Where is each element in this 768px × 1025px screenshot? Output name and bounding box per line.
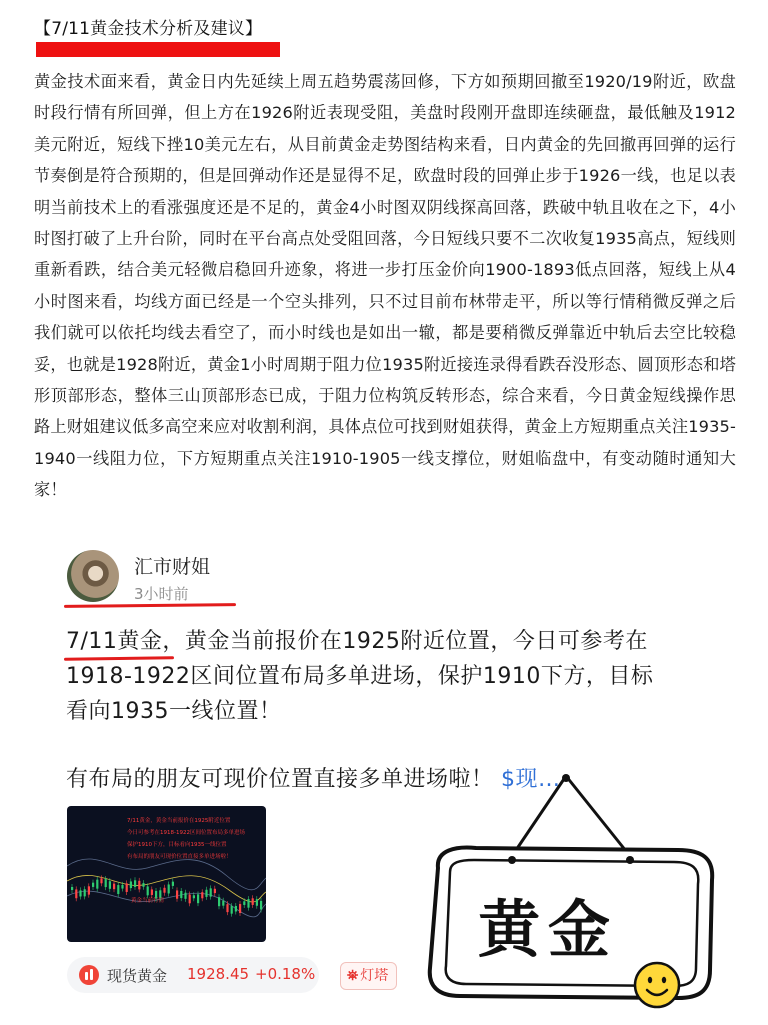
avatar[interactable] (67, 550, 119, 602)
cash-tag-link[interactable]: $现… (501, 767, 561, 792)
smiley-icon (632, 960, 682, 1010)
title-highlight-bar (36, 42, 280, 57)
ticker-price: 1928.45 (187, 965, 250, 983)
chart-text-line-2: 今日可参考在1918-1922区间位置布局多单进场 (127, 830, 245, 836)
sign-label: 黄金 (478, 893, 619, 966)
ticker-chip[interactable] (67, 957, 319, 993)
lighthouse-label: 灯塔 (360, 968, 389, 984)
chart-text-line-1: 7/11黄金，黄金当前报价在1925附近位置 (127, 818, 231, 824)
lighthouse-button[interactable] (340, 962, 397, 990)
post-body: 7/11黄金，黄金当前报价在1925附近位置，今日可参考在1918-1922区间位置布局多单进场，保护1910下方，目标看向1935一线位置！ (66, 629, 654, 724)
bar-chart-icon (79, 965, 99, 985)
candlestick-graphic (67, 806, 266, 942)
post-body-text: 有布局的朋友可现价位置直接多单进场啦！ (66, 767, 494, 792)
post-timestamp: 3小时前 (134, 585, 189, 603)
article-title: 【7/11黄金技术分析及建议】 (34, 19, 263, 39)
chart-caption: 黄金当前行情 (131, 898, 165, 904)
post-username[interactable]: 汇市财姐 (134, 556, 211, 578)
ticker-change: +0.18% (255, 965, 316, 983)
ticker-name: 现货黄金 (107, 967, 168, 985)
chart-thumbnail[interactable] (67, 806, 266, 942)
article-body: 黄金技术面来看，黄金日内先延续上周五趋势震荡回修，下方如预期回撤至1920/19附近，欧盘时段行情有所回弹，但上方在1926附近表现受阻，美盘时段刚开盘即连续砸盘，最低触及1912美元附近，短线下挫10美元左右，从目前黄金走势图结构来看，日内黄金的先回撤再回弹的运行节奏倒是符合预期的，但是回弹动作还是显得不足，欧盘时段的回弹止步于1926一线，也足以表明当前技术上的看涨强度还是不足的，黄金4小时图双阴线探高回落，跌破中轨且收在之下，4小时图打破了上升台阶，同时在平台高点处受阻回落，今日短线只要不二次收复1935高点，短线则重新看跌，结合美元轻微启稳回升迹象，将进一步打压金价向1900-1893低点回落，短线上从4小时图来看，均线方面已经是一个空头排列，只不过目前布林带走平，所以等行情稍微反弹之后我们就可以依托均线去看空了，而小时线也是如出一辙，都是要稍微反弹靠近中轨后去空比较稳妥，也就是1928附近，黄金1小时周期于阻力位1935附近接连录得看跌吞没形态、圆顶形态和塔形顶部形态，整体三山顶部形态已成，于阻力位构筑反转形态，综合来看，今日黄金短线操作思路上财姐建议低多高空来应对收割利润，具体点位可找到财姐获得，黄金上方短期重点关注1935-1940一线阻力位，下方短期重点关注1910-1905一线支撑位，财姐临盘中，有变动随时通知大家！ (34, 72, 736, 500)
underline-annotation (64, 603, 236, 608)
chart-text-line-3: 保护1910下方，目标看向1935一线位置 (127, 842, 227, 848)
chart-text-line-4: 有布局的朋友可现价位置直接多单进场啦！ (127, 854, 232, 860)
lighthouse-icon: ⛯ (347, 968, 359, 984)
